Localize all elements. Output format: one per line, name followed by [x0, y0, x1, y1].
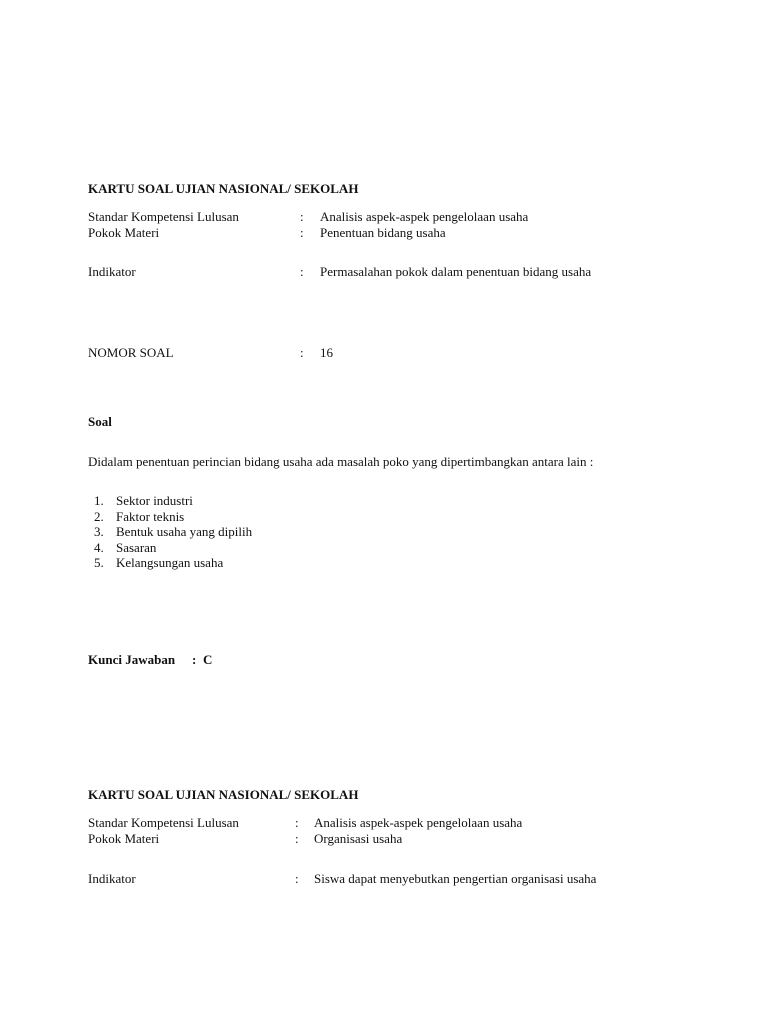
- card2-skl-colon: :: [295, 815, 299, 830]
- card2-indikator-value: Siswa dapat menyebutkan pengertian organisasi usaha: [314, 871, 597, 886]
- option-text: Bentuk usaha yang dipilih: [116, 524, 253, 540]
- option-text: Faktor teknis: [116, 508, 185, 524]
- card1-indikator-value: Permasalahan pokok dalam penentuan bidang usaha: [320, 264, 592, 279]
- card2-skl-value: Analisis aspek-aspek pengelolaan usaha: [314, 815, 523, 830]
- card1-indikator-label: Indikator: [88, 264, 136, 279]
- list-item: [88, 540, 252, 556]
- option-number: 5.: [94, 555, 104, 571]
- card1-nomor-colon: :: [300, 345, 304, 360]
- card1-nomor-value: 16: [320, 345, 333, 360]
- card2-indikator-label: Indikator: [88, 871, 136, 886]
- card1-pokok-value: Penentuan bidang usaha: [320, 225, 446, 240]
- card1-indikator-colon: :: [300, 264, 304, 279]
- option-text: Sasaran: [116, 539, 157, 555]
- list-item: [88, 555, 252, 571]
- soal-heading: Soal: [88, 414, 112, 429]
- card1-skl-label: Standar Kompetensi Lulusan: [88, 209, 239, 224]
- card1-pokok-colon: :: [300, 225, 304, 240]
- list-item: [88, 493, 252, 509]
- option-text: Sektor industri: [116, 493, 193, 508]
- options-list: [88, 493, 252, 571]
- card1-title: KARTU SOAL UJIAN NASIONAL/ SEKOLAH: [88, 181, 359, 196]
- card2-pokok-value: Organisasi usaha: [314, 831, 403, 846]
- card1-skl-colon: :: [300, 209, 304, 224]
- card1-pokok-label: Pokok Materi: [88, 225, 160, 240]
- list-item: [88, 524, 252, 540]
- card1-skl-value: Analisis aspek-aspek pengelolaan usaha: [320, 209, 529, 224]
- option-number: 4.: [94, 539, 104, 555]
- card2-skl-label: Standar Kompetensi Lulusan: [88, 815, 239, 830]
- card2-pokok-label: Pokok Materi: [88, 831, 160, 846]
- card2-pokok-colon: :: [295, 831, 299, 846]
- card2-title: KARTU SOAL UJIAN NASIONAL/ SEKOLAH: [88, 787, 359, 802]
- answer-key-colon: :: [192, 652, 197, 667]
- answer-key-label: Kunci Jawaban: [88, 652, 176, 667]
- answer-key-value: C: [203, 652, 213, 667]
- card1-nomor-label: NOMOR SOAL: [88, 345, 174, 360]
- option-number: 1.: [94, 493, 104, 508]
- list-item: [88, 509, 252, 525]
- card2-indikator-colon: :: [295, 871, 299, 886]
- option-number: 3.: [94, 524, 104, 540]
- option-number: 2.: [94, 508, 104, 524]
- option-text: Kelangsungan usaha: [116, 555, 224, 571]
- question-text: Didalam penentuan perincian bidang usaha ada masalah poko yang dipertimbangkan antara lain :: [88, 454, 594, 469]
